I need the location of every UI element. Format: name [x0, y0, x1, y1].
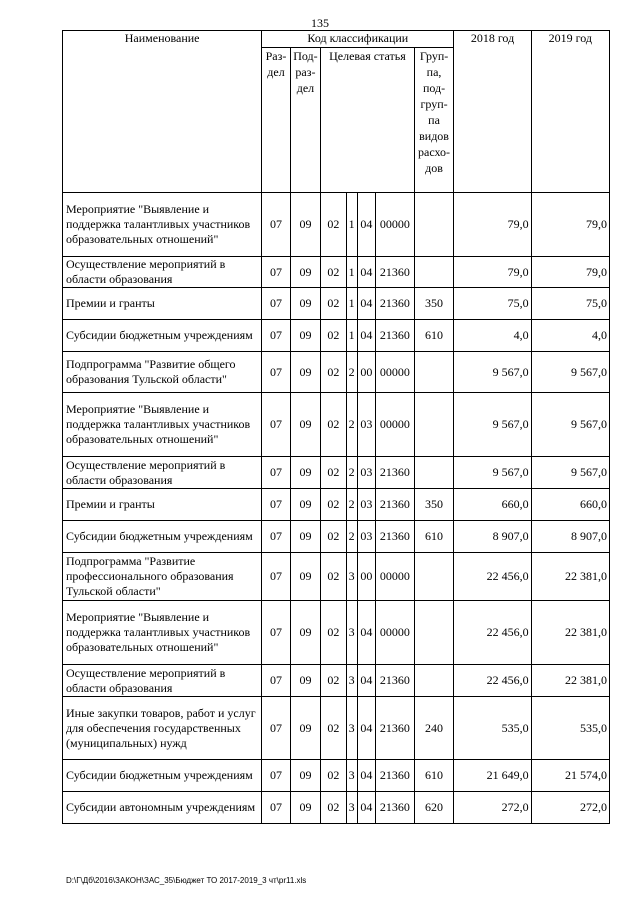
- row-podrazdel: 09: [290, 665, 320, 697]
- row-razdel: 07: [262, 193, 290, 257]
- row-amount-2018: 9 567,0: [454, 457, 531, 489]
- row-program-code: 02: [321, 665, 346, 697]
- row-name: Мероприятие "Выявление и поддержка талантливых участников образовательных отношений": [63, 393, 262, 457]
- row-subprogram-code: 2: [346, 489, 357, 521]
- row-expense-group: [414, 257, 454, 288]
- row-podrazdel: 09: [290, 457, 320, 489]
- header-year-2019: 2019 год: [531, 31, 609, 193]
- row-program-code: 02: [321, 257, 346, 288]
- row-razdel: 07: [262, 697, 290, 760]
- header-target-article: Целевая статья: [321, 48, 415, 193]
- row-name: Премии и гранты: [63, 288, 262, 320]
- table-row: [63, 193, 610, 257]
- budget-table: [62, 30, 610, 824]
- table-row: [63, 553, 610, 601]
- row-event-code: 03: [357, 489, 375, 521]
- row-amount-2018: 22 456,0: [454, 601, 531, 665]
- row-direction-code: 21360: [376, 489, 415, 521]
- row-name: Премии и гранты: [63, 489, 262, 521]
- row-program-code: 02: [321, 697, 346, 760]
- row-direction-code: 21360: [376, 320, 415, 352]
- row-name: Осуществление мероприятий в области образования: [63, 457, 262, 489]
- row-podrazdel: 09: [290, 697, 320, 760]
- row-expense-group: [414, 665, 454, 697]
- table-row: [63, 288, 610, 320]
- row-direction-code: 21360: [376, 665, 415, 697]
- row-name: Субсидии бюджетным учреждениям: [63, 320, 262, 352]
- row-razdel: 07: [262, 792, 290, 824]
- row-razdel: 07: [262, 257, 290, 288]
- row-amount-2018: 79,0: [454, 193, 531, 257]
- row-program-code: 02: [321, 792, 346, 824]
- row-subprogram-code: 2: [346, 521, 357, 553]
- row-direction-code: 21360: [376, 792, 415, 824]
- row-expense-group: 610: [414, 760, 454, 792]
- row-event-code: 04: [357, 320, 375, 352]
- row-expense-group: 610: [414, 521, 454, 553]
- row-program-code: 02: [321, 457, 346, 489]
- row-amount-2019: 9 567,0: [531, 457, 609, 489]
- row-event-code: 04: [357, 665, 375, 697]
- row-expense-group: [414, 352, 454, 393]
- row-razdel: 07: [262, 393, 290, 457]
- table-row: [63, 601, 610, 665]
- row-event-code: 03: [357, 457, 375, 489]
- row-subprogram-code: 2: [346, 457, 357, 489]
- row-amount-2018: 535,0: [454, 697, 531, 760]
- row-amount-2019: 4,0: [531, 320, 609, 352]
- table-row: [63, 393, 610, 457]
- header-year-2018: 2018 год: [454, 31, 531, 193]
- row-podrazdel: 09: [290, 288, 320, 320]
- row-podrazdel: 09: [290, 760, 320, 792]
- table-row: [63, 665, 610, 697]
- row-subprogram-code: 3: [346, 553, 357, 601]
- row-name: Подпрограмма "Развитие общего образования Тульской области": [63, 352, 262, 393]
- row-amount-2018: 21 649,0: [454, 760, 531, 792]
- row-amount-2018: 4,0: [454, 320, 531, 352]
- row-direction-code: 21360: [376, 697, 415, 760]
- row-razdel: 07: [262, 320, 290, 352]
- row-subprogram-code: 1: [346, 193, 357, 257]
- table-row: [63, 257, 610, 288]
- table-row: [63, 521, 610, 553]
- row-program-code: 02: [321, 320, 346, 352]
- row-podrazdel: 09: [290, 553, 320, 601]
- row-expense-group: [414, 457, 454, 489]
- row-subprogram-code: 2: [346, 352, 357, 393]
- table-row: [63, 320, 610, 352]
- row-direction-code: 00000: [376, 393, 415, 457]
- header-name: Наименование: [63, 31, 262, 193]
- row-razdel: 07: [262, 760, 290, 792]
- row-amount-2018: 22 456,0: [454, 553, 531, 601]
- row-program-code: 02: [321, 521, 346, 553]
- row-event-code: 04: [357, 792, 375, 824]
- row-podrazdel: 09: [290, 792, 320, 824]
- row-name: Субсидии бюджетным учреждениям: [63, 760, 262, 792]
- row-expense-group: [414, 601, 454, 665]
- row-program-code: 02: [321, 601, 346, 665]
- row-amount-2019: 22 381,0: [531, 601, 609, 665]
- row-event-code: 04: [357, 697, 375, 760]
- row-razdel: 07: [262, 521, 290, 553]
- row-amount-2018: 22 456,0: [454, 665, 531, 697]
- row-direction-code: 00000: [376, 601, 415, 665]
- row-event-code: 04: [357, 601, 375, 665]
- row-amount-2018: 8 907,0: [454, 521, 531, 553]
- row-expense-group: [414, 193, 454, 257]
- row-razdel: 07: [262, 601, 290, 665]
- row-subprogram-code: 3: [346, 792, 357, 824]
- row-direction-code: 00000: [376, 193, 415, 257]
- row-amount-2019: 8 907,0: [531, 521, 609, 553]
- row-expense-group: 610: [414, 320, 454, 352]
- row-event-code: 04: [357, 760, 375, 792]
- row-amount-2019: 9 567,0: [531, 352, 609, 393]
- row-subprogram-code: 1: [346, 288, 357, 320]
- row-name: Мероприятие "Выявление и поддержка талантливых участников образовательных отношений": [63, 601, 262, 665]
- header-classification: Код классификации: [262, 31, 454, 48]
- row-name: Субсидии автономным учреждениям: [63, 792, 262, 824]
- row-podrazdel: 09: [290, 320, 320, 352]
- row-podrazdel: 09: [290, 193, 320, 257]
- row-podrazdel: 09: [290, 393, 320, 457]
- row-amount-2018: 272,0: [454, 792, 531, 824]
- table-row: [63, 697, 610, 760]
- row-expense-group: 240: [414, 697, 454, 760]
- row-program-code: 02: [321, 193, 346, 257]
- row-podrazdel: 09: [290, 521, 320, 553]
- row-direction-code: 21360: [376, 760, 415, 792]
- row-name: Осуществление мероприятий в области образования: [63, 257, 262, 288]
- row-direction-code: 21360: [376, 521, 415, 553]
- row-event-code: 04: [357, 257, 375, 288]
- table-row: [63, 352, 610, 393]
- row-event-code: 03: [357, 521, 375, 553]
- table-body: [63, 193, 610, 824]
- row-program-code: 02: [321, 760, 346, 792]
- row-razdel: 07: [262, 489, 290, 521]
- row-name: Иные закупки товаров, работ и услуг для обеспечения государственных (муниципальных) нужд: [63, 697, 262, 760]
- header-expense-group: Груп-па, под-груп-па видов расхо-дов: [414, 48, 454, 193]
- row-direction-code: 00000: [376, 553, 415, 601]
- row-amount-2019: 272,0: [531, 792, 609, 824]
- row-expense-group: 620: [414, 792, 454, 824]
- row-amount-2019: 535,0: [531, 697, 609, 760]
- row-amount-2019: 9 567,0: [531, 393, 609, 457]
- row-event-code: 04: [357, 288, 375, 320]
- row-amount-2019: 660,0: [531, 489, 609, 521]
- row-amount-2019: 79,0: [531, 193, 609, 257]
- row-amount-2019: 21 574,0: [531, 760, 609, 792]
- row-podrazdel: 09: [290, 489, 320, 521]
- table-row: [63, 457, 610, 489]
- row-amount-2018: 660,0: [454, 489, 531, 521]
- row-amount-2018: 9 567,0: [454, 352, 531, 393]
- row-amount-2019: 79,0: [531, 257, 609, 288]
- table-row: [63, 760, 610, 792]
- row-program-code: 02: [321, 288, 346, 320]
- row-program-code: 02: [321, 553, 346, 601]
- row-amount-2019: 22 381,0: [531, 553, 609, 601]
- row-amount-2018: 75,0: [454, 288, 531, 320]
- row-subprogram-code: 3: [346, 697, 357, 760]
- row-razdel: 07: [262, 553, 290, 601]
- row-name: Осуществление мероприятий в области образования: [63, 665, 262, 697]
- row-subprogram-code: 1: [346, 257, 357, 288]
- row-name: Подпрограмма "Развитие профессионального образования Тульской области": [63, 553, 262, 601]
- row-program-code: 02: [321, 352, 346, 393]
- row-event-code: 03: [357, 393, 375, 457]
- file-path-footer: D:\Г\Дб\2016\ЗАКОН\ЗАС_35\Бюджет ТО 2017-2019_3 чт\pr11.xls: [66, 876, 307, 885]
- row-subprogram-code: 3: [346, 760, 357, 792]
- row-expense-group: [414, 393, 454, 457]
- row-razdel: 07: [262, 665, 290, 697]
- row-program-code: 02: [321, 393, 346, 457]
- row-expense-group: [414, 553, 454, 601]
- page-number: 135: [311, 16, 329, 30]
- row-razdel: 07: [262, 352, 290, 393]
- row-program-code: 02: [321, 489, 346, 521]
- row-expense-group: 350: [414, 489, 454, 521]
- row-subprogram-code: 1: [346, 320, 357, 352]
- header-section: Раз-дел: [262, 48, 290, 193]
- row-subprogram-code: 2: [346, 393, 357, 457]
- row-podrazdel: 09: [290, 257, 320, 288]
- row-subprogram-code: 3: [346, 665, 357, 697]
- row-name: Субсидии бюджетным учреждениям: [63, 521, 262, 553]
- row-podrazdel: 09: [290, 601, 320, 665]
- row-amount-2019: 22 381,0: [531, 665, 609, 697]
- row-razdel: 07: [262, 288, 290, 320]
- row-direction-code: 21360: [376, 257, 415, 288]
- table-row: [63, 792, 610, 824]
- row-event-code: 04: [357, 193, 375, 257]
- row-amount-2018: 79,0: [454, 257, 531, 288]
- row-direction-code: 00000: [376, 352, 415, 393]
- row-direction-code: 21360: [376, 288, 415, 320]
- table-row: [63, 489, 610, 521]
- row-razdel: 07: [262, 457, 290, 489]
- row-amount-2019: 75,0: [531, 288, 609, 320]
- header-row-top: [63, 31, 610, 48]
- row-subprogram-code: 3: [346, 601, 357, 665]
- header-subsection: Под-раз-дел: [290, 48, 320, 193]
- row-event-code: 00: [357, 352, 375, 393]
- row-expense-group: 350: [414, 288, 454, 320]
- row-event-code: 00: [357, 553, 375, 601]
- row-podrazdel: 09: [290, 352, 320, 393]
- row-direction-code: 21360: [376, 457, 415, 489]
- row-name: Мероприятие "Выявление и поддержка талантливых участников образовательных отношений": [63, 193, 262, 257]
- row-amount-2018: 9 567,0: [454, 393, 531, 457]
